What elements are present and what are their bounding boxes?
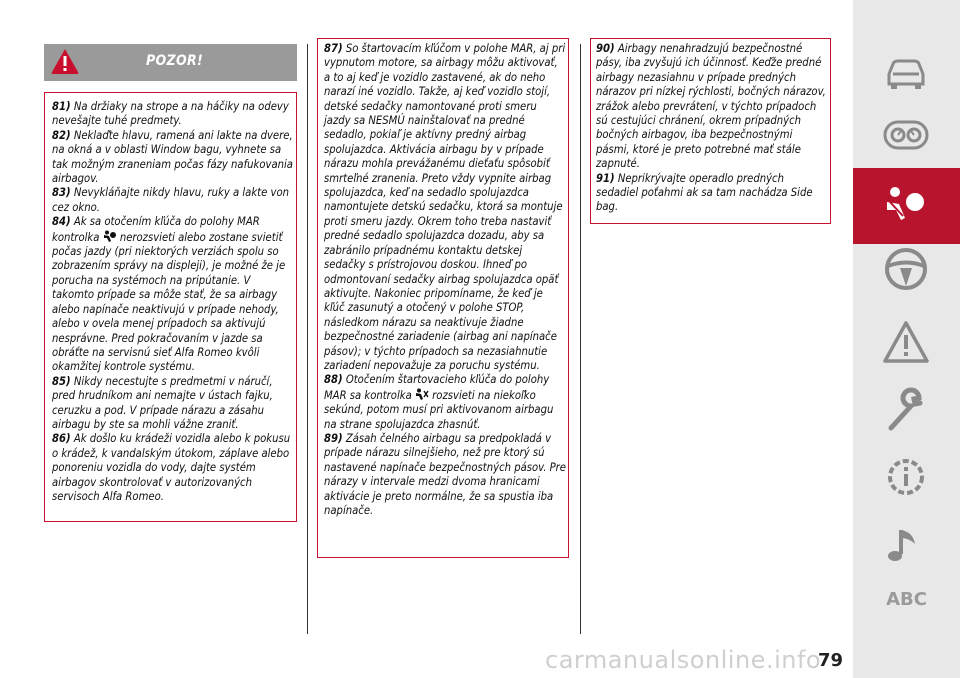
list-item: 90) Airbagy nenahradzujú bezpečnostné pásy, iba zvyšujú ich účinnosť. Keďže predné airbagy nezasiahnu v prípade predných nárazov pri nízkej rýchlosti, bočných nárazov, zrážok alebo prevrátení, v týchto prípadoch sú cestujúci chránení, okrem prípadných bočných airbagov, iba bezpečnostnými pásmi, ktoré je preto potrebné mať stále zapnuté.	[596, 42, 826, 171]
sidebar-item-maintenance[interactable]	[853, 370, 960, 446]
list-item: 87) So štartovacím kľúčom v polohe MAR, aj pri vypnutom motore, sa airbagy môžu aktivovať, a to aj keď je vozidlo zastavené, ak do neho narazí iné vozidlo. Takže, aj keď vozidlo stojí, detské sedačky namontované proti smeru jazdy sa NESMÚ nainštalovať na predné sedadlo, pokiaľ je aktívny predný airbag spolujazdca. Aktivácia airbagu by v prípade nárazu mohla prevážanému dieťaťu spôsobiť smrteľné zranenia. Preto vždy vypnite airbag spolujazdca, keď na sedadlo spolujazdca namontujete detskú sedačku, ktorá sa montuje proti smeru jazdy. Okrem toho treba nastaviť predné sedadlo spolujazdca dozadu, aby sa zabránilo prípadnému kontaktu detskej sedačky s prístrojovou doskou. Ihneď po odmontovaní sedačky airbag spolujazdca opäť aktivujte. Nakoniec pripomíname, že keď je kľúč zasunutý a otočený v polohe STOP, následkom nárazu sa neaktivuje žiadne bezpečnostné zariadenie (airbag ani napínače pásov); v týchto prípadoch sa nezasiahnutie zariadení nepovažuje za poruchu systému.	[324, 42, 566, 372]
warning-list-col3	[596, 42, 828, 215]
column-divider	[307, 44, 308, 634]
list-item: 83) Nevykláňajte nikdy hlavu, ruky a lakte von cez okno.	[52, 186, 290, 214]
warning-list-col2	[324, 42, 566, 518]
passenger-airbag-off-icon	[415, 388, 429, 401]
warning-list-col1	[52, 100, 294, 504]
list-item: 86) Ak došlo ku krádeži vozidla alebo k pokusu o krádež, k vandalským útokom, záplave alebo ponoreniu vozidla do vody, dajte systém airbagov skontrolovať v autorizovaných servisoch Alfa Romeo.	[52, 432, 291, 503]
list-item: 84) Ak sa otočením kľúča do polohy MAR kontrolka nerozsvieti alebo zostane svietiť počas jazdy (pri niektorých verziách spolu so zobrazením správy na displeji), je možné že je porucha na systémoch na pripútanie. V takomto prípade sa môže stať, že sa airbagy alebo napínače neaktivujú v prípade nehody, alebo v ovela menej prípadoch sa aktivujú nesprávne. Pred pokračovaním v jazde sa obráťte na servisnú sieť Alfa Romeo kvôli okamžitej kontrole systému.	[52, 215, 286, 374]
sidebar-item-emergency[interactable]	[853, 304, 960, 380]
watermark: carmanualsonline.info	[545, 646, 822, 674]
airbag-person-icon	[881, 182, 931, 232]
warning-title: POZOR!	[145, 53, 203, 69]
steering-wheel-icon	[881, 244, 931, 294]
chapter-sidebar	[853, 0, 960, 678]
wrench-icon	[881, 384, 931, 434]
sidebar-item-technical-data[interactable]	[853, 438, 960, 514]
airbag-warning-icon	[103, 230, 117, 243]
dashboard-gauges-icon	[881, 110, 931, 160]
list-item: 82) Neklaďte hlavu, ramená ani lakte na dvere, na okná a v oblasti Window bagu, vyhnete sa tak možným zraneniam počas fázy nafukovania airbagov.	[52, 128, 293, 186]
sidebar-item-dashboard[interactable]	[853, 96, 960, 172]
list-item: 91) Neprikrývajte operadlo predných sedadiel poťahmi ak sa tam nachádza Side bag.	[596, 171, 813, 214]
music-note-icon	[881, 520, 931, 570]
list-item: 88) Otočením štartovacieho kľúča do polohy MAR sa kontrolka rozsvieti na niekoľko sekúnd, potom musí pri aktivovanom airbagu na strane spolujazdca zhasnúť.	[324, 373, 554, 431]
list-item: 85) Nikdy necestujte s predmetmi v náručí, pred hrudníkom ani nemajte v ústach fajku, ceruzku a pod. V prípade nárazu a zásahu airbagu by ste sa mohli vážne zraniť.	[52, 374, 273, 431]
list-item: 81) Na držiaky na strope a na háčiky na odevy nevešajte tuhé predmety.	[52, 100, 289, 128]
page-number: 79	[818, 650, 844, 671]
sidebar-item-driving[interactable]	[853, 230, 960, 306]
car-icon	[881, 48, 931, 98]
sidebar-item-index[interactable]: ABC	[886, 589, 927, 610]
list-item: 89) Zásah čelného airbagu sa predpokladá v prípade nárazu silnejšieho, než pre ktorý sú nastavené napínače bezpečnostných pásov. Pre nárazy v intervale medzi dvoma hranicami aktivácie je preto normálne, že sa spustia iba napínače.	[324, 431, 566, 517]
gear-info-icon	[881, 452, 931, 502]
column-divider	[580, 44, 581, 634]
sidebar-item-multimedia[interactable]	[853, 506, 960, 582]
warning-header	[44, 44, 297, 81]
warning-triangle-icon	[881, 318, 931, 368]
warning-triangle-icon	[50, 47, 80, 75]
